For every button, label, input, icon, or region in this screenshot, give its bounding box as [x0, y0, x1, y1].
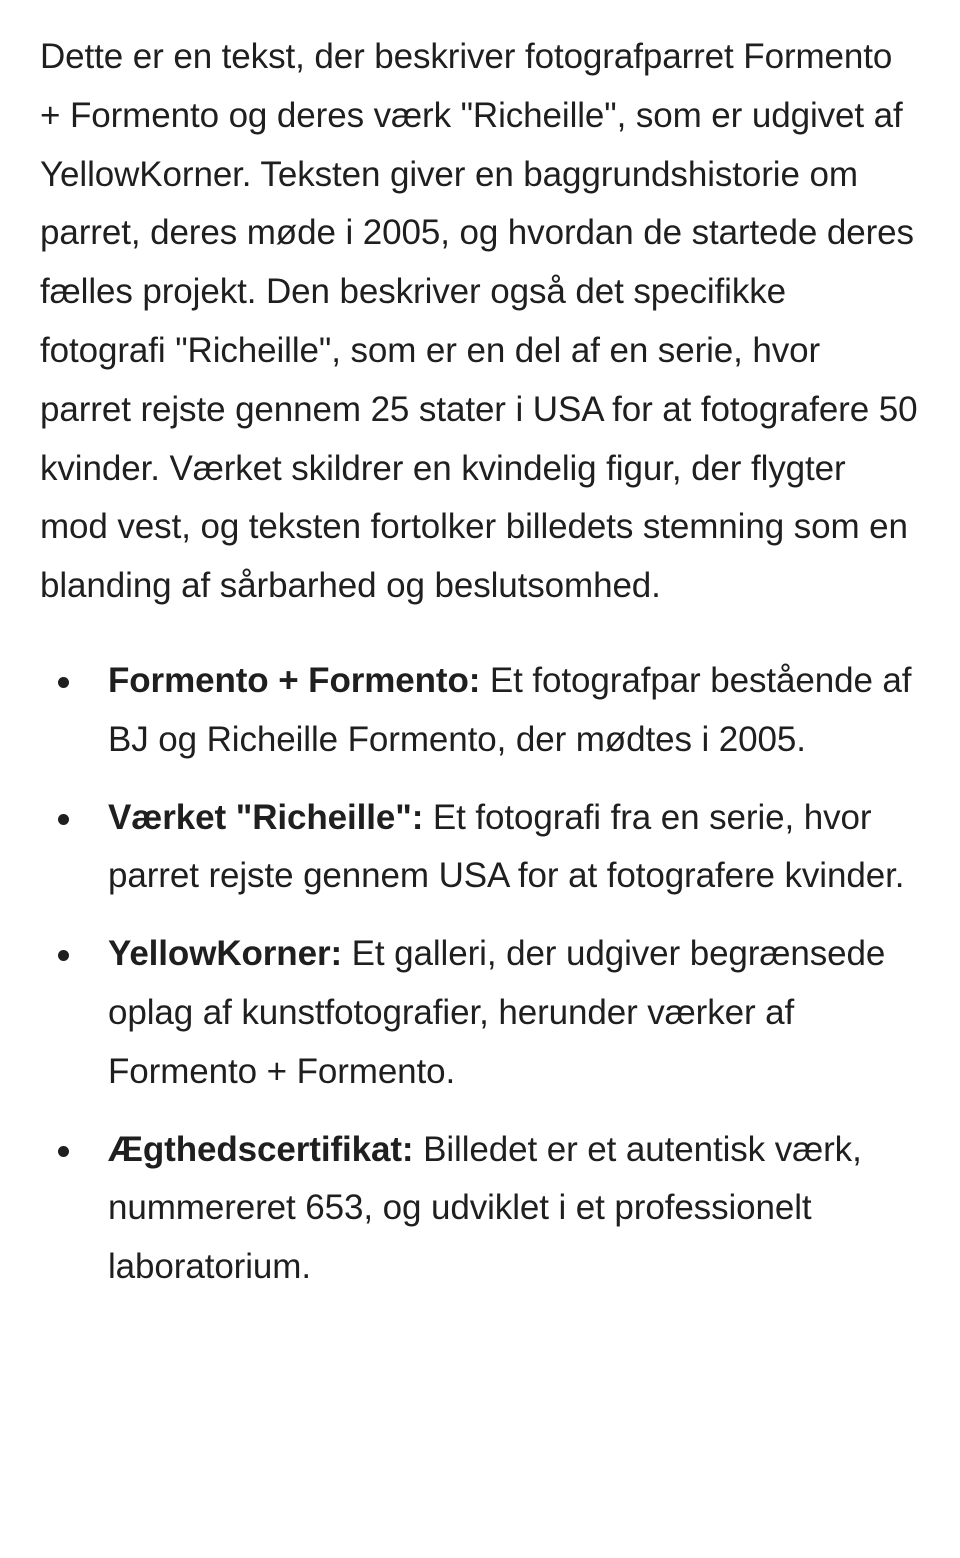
summary-paragraph: Dette er en tekst, der beskriver fotografparret Formento + Formento og deres værk "Richeille", som er udgivet af YellowKorner. Teksten giver en baggrundshistorie om parret, deres møde i 2005, og hvordan de startede deres fælles projekt. Den beskriver også det specifikke fotografi "Richeille", som er en del af en serie, hvor parret rejste gennem 25 stater i USA for at fotografere 50 kvinder. Værket skildrer en kvindelig figur, der flygter mod vest, og teksten fortolker billedets stemning som en blanding af sårbarhed og beslutsomhed.: [40, 37, 918, 606]
list-item-term: Ægthedscertifikat:: [108, 1129, 414, 1169]
bullet-icon: [58, 814, 69, 825]
bullet-icon: [58, 677, 69, 688]
list-item-term: YellowKorner:: [108, 934, 343, 974]
list-item-text: Et fotografi fra en serie, hvor parret rejste gennem USA for at fotografere kvinder.: [108, 797, 905, 896]
key-points-list: [40, 652, 920, 1297]
list-item-text: Et galleri, der udgiver begrænsede oplag af kunstfotografier, herunder værker af Formento + Formento.: [108, 934, 886, 1091]
list-item: [40, 1121, 920, 1297]
list-item: [40, 925, 920, 1101]
list-item-term: Formento + Formento:: [108, 660, 481, 700]
list-item-text: Et fotografpar bestående af BJ og Richeille Formento, der mødtes i 2005.: [108, 660, 912, 759]
list-item: [40, 789, 920, 907]
list-item-term: Værket "Richeille":: [108, 797, 424, 837]
list-item: [40, 652, 920, 770]
bullet-icon: [58, 1146, 69, 1157]
bullet-icon: [58, 950, 69, 961]
list-item-text: Billedet er et autentisk værk, nummereret 653, og udviklet i et professionelt laboratorium.: [108, 1129, 862, 1287]
